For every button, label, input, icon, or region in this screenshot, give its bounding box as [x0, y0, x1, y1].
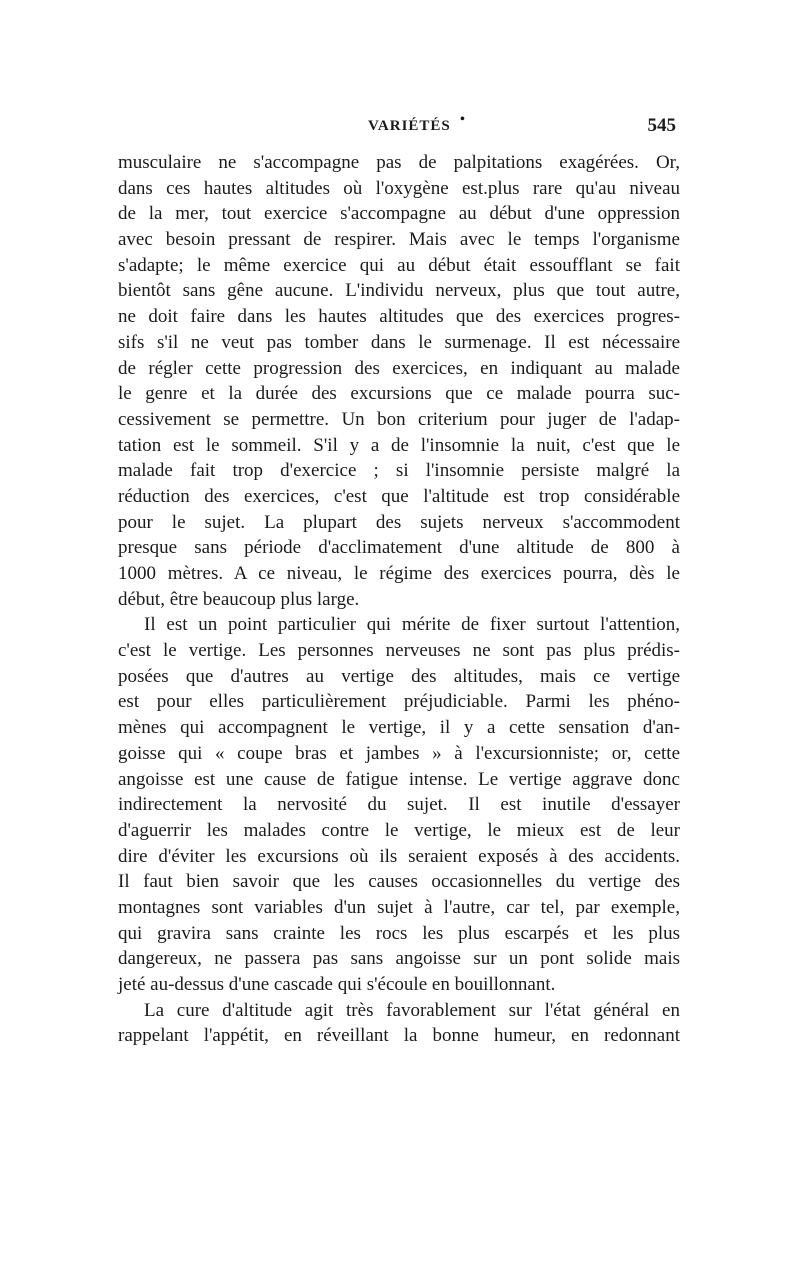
text-line: de la mer, tout exercice s'accompagne au début d'une oppression [118, 203, 680, 225]
text-line: musculaire ne s'accompagne pas de palpitations exagérées. Or, [118, 152, 680, 173]
text-line: avec besoin pressant de respirer. Mais avec le temps l'organisme [118, 229, 680, 251]
text-line: ne doit faire dans les hautes altitudes que des exercices progres- [118, 306, 680, 328]
text-line: c'est le vertige. Les personnes nerveuses ne sont pas plus prédis- [118, 640, 680, 662]
text-line: dans ces hautes altitudes où l'oxygène est.plus rare qu'au niveau [118, 177, 680, 199]
body-text [118, 150, 680, 1049]
text-line: qui gravira sans crainte les rocs les plus escarpés et les plus [118, 922, 680, 944]
text-line: mènes qui accompagnent le vertige, il y a cette sensation d'an- [118, 717, 680, 739]
text-line: Il faut bien savoir que les causes occasionnelles du vertige des [118, 871, 680, 893]
paragraph-start-line: Il est un point particulier qui mérite de fixer surtout l'attention, [144, 614, 680, 636]
text-line: montagnes sont variables d'un sujet à l'autre, car tel, par exemple, [118, 896, 680, 918]
header-bullet-mark: • [460, 112, 465, 127]
page-number: 545 [647, 115, 676, 136]
text-line: s'adapte; le même exercice qui au début était essoufflant se fait [118, 254, 680, 276]
text-line: de régler cette progression des exercices, en indiquant au malade [118, 357, 680, 379]
text-line: dire d'éviter les excursions où ils seraient exposés à des accidents. [118, 845, 680, 867]
text-line: cessivement se permettre. Un bon criterium pour juger de l'adap- [118, 408, 680, 430]
text-line: malade fait trop d'exercice ; si l'insomnie persiste malgré la [118, 460, 680, 482]
text-line: pour le sujet. La plupart des sujets nerveux s'accommodent [118, 511, 680, 533]
text-line: le genre et la durée des excursions que ce malade pourra suc- [118, 383, 680, 405]
text-line: 1000 mètres. A ce niveau, le régime des exercices pourra, dès le [118, 563, 680, 584]
page-header [118, 112, 680, 142]
text-line: tation est le sommeil. S'il y a de l'insomnie la nuit, c'est que le [118, 434, 680, 456]
text-line: dangereux, ne passera pas sans angoisse sur un pont solide mais [118, 948, 680, 970]
paragraph-end-line: jeté au-dessus d'une cascade qui s'écoule en bouillonnant. [118, 974, 556, 995]
text-line: sifs s'il ne veut pas tomber dans le surmenage. Il est nécessaire [118, 331, 680, 353]
text-line: presque sans période d'acclimatement d'une altitude de 800 à [118, 537, 680, 559]
text-line: d'aguerrir les malades contre le vertige, le mieux est de leur [118, 819, 680, 841]
running-title: VARIÉTÉS [368, 118, 451, 134]
paragraph-start-line: La cure d'altitude agit très favorablement sur l'état général en [144, 999, 680, 1021]
text-line: est pour elles particulièrement préjudiciable. Parmi les phéno- [118, 691, 680, 713]
text-line: angoisse est une cause de fatigue intense. Le vertige aggrave donc [118, 768, 680, 790]
text-line: posées que d'autres au vertige des altitudes, mais ce vertige [118, 665, 680, 687]
paragraph-end-line: début, être beaucoup plus large. [118, 588, 360, 610]
text-line: bientôt sans gêne aucune. L'individu nerveux, plus que tout autre, [118, 280, 680, 302]
text-line: goisse qui « coupe bras et jambes » à l'excursionniste; or, cette [118, 742, 680, 764]
text-line: rappelant l'appétit, en réveillant la bonne humeur, en redonnant [118, 1025, 680, 1047]
text-line: indirectement la nervosité du sujet. Il est inutile d'essayer [118, 794, 680, 816]
text-line: réduction des exercices, c'est que l'altitude est trop considérable [118, 485, 680, 507]
